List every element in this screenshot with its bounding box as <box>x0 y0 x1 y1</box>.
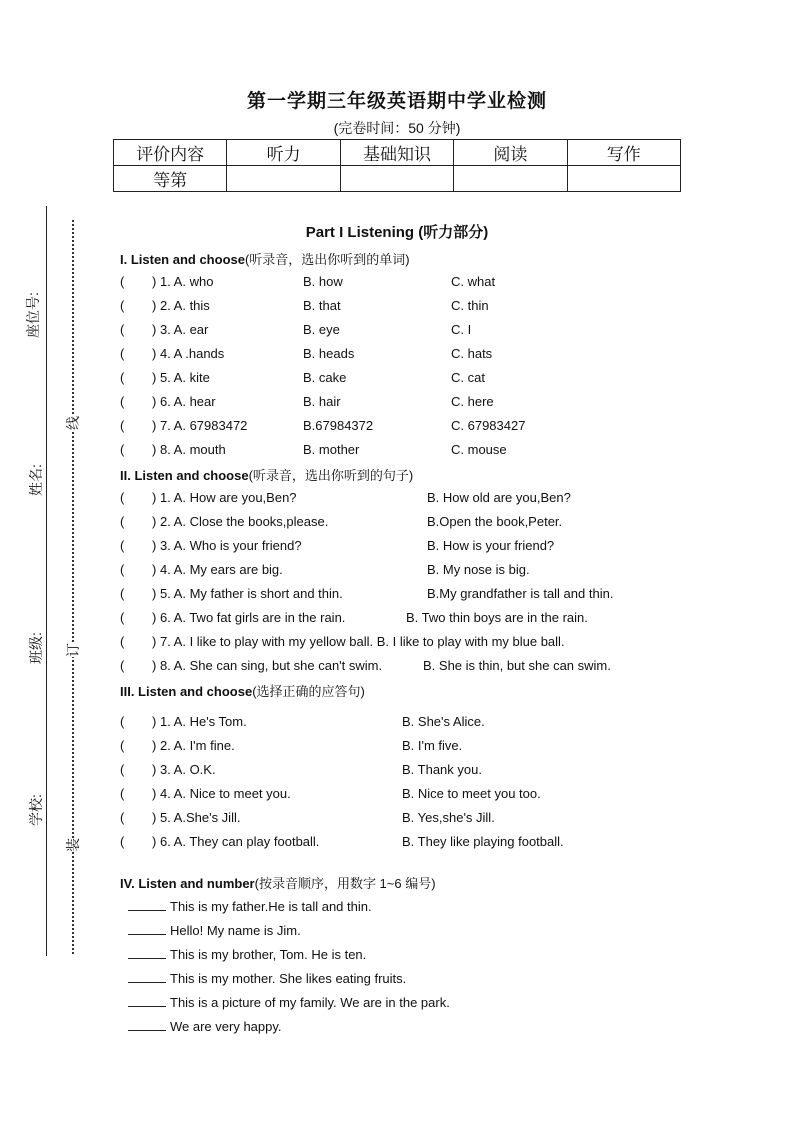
answer-paren[interactable]: ( <box>120 394 125 409</box>
option-b: B. eye <box>303 322 340 337</box>
section-1-title <box>120 249 410 268</box>
sentence-text: This is my father.He is tall and thin. <box>170 899 372 914</box>
option-a: ) 5. A. My father is short and thin. <box>152 586 343 601</box>
option-c: C. here <box>451 394 494 409</box>
table-cell[interactable] <box>567 166 680 192</box>
option-a: ) 6. A. Two fat girls are in the rain. <box>152 610 346 625</box>
answer-paren[interactable]: ( <box>120 562 125 577</box>
section-3-title <box>120 681 365 700</box>
table-row <box>114 140 681 166</box>
sentence-text: This is my mother. She likes eating fruits. <box>170 971 407 986</box>
table-cell[interactable] <box>340 166 453 192</box>
table-row <box>114 166 681 192</box>
section-title-cn: (按录音顺序，用数字 1~6 编号) <box>254 876 436 891</box>
section-2-title <box>120 465 413 484</box>
option-a: ) 7. A. 67983472 <box>152 418 248 433</box>
number-blank[interactable] <box>128 1018 166 1031</box>
number-blank[interactable] <box>128 994 166 1007</box>
option-a: ) 1. A. who <box>152 274 214 289</box>
list-item <box>128 994 450 1010</box>
option-b: B. They like playing football. <box>402 834 564 849</box>
list-item <box>128 898 372 914</box>
name-label: 姓名: <box>27 464 44 496</box>
table-cell[interactable] <box>227 166 340 192</box>
table-cell: 写作 <box>567 140 680 166</box>
answer-paren[interactable]: ( <box>120 810 125 825</box>
option-b: B. How is your friend? <box>427 538 555 553</box>
option-b: B. She's Alice. <box>402 714 485 729</box>
section-title-text: III. Listen and choose <box>120 684 253 699</box>
option-b: B. Two thin boys are in the rain. <box>406 610 588 625</box>
option-b: B. cake <box>303 370 347 385</box>
option-a: ) 8. A. mouth <box>152 442 226 457</box>
option-a: ) 5. A.She's Jill. <box>152 810 241 825</box>
answer-paren[interactable]: ( <box>120 274 125 289</box>
option-a: ) 4. A. My ears are big. <box>152 562 283 577</box>
option-b: B.Open the book,Peter. <box>427 514 563 529</box>
answer-paren[interactable]: ( <box>120 298 125 313</box>
school-label: 学校: <box>27 794 44 826</box>
section-title-text: IV. Listen and number <box>120 876 255 891</box>
part-title: Part I Listening (听力部分) <box>305 224 489 241</box>
answer-paren[interactable]: ( <box>120 442 125 457</box>
binding-mark-staple: 订 <box>65 643 81 657</box>
option-a: ) 2. A. I'm fine. <box>152 738 235 753</box>
answer-paren[interactable]: ( <box>120 322 125 337</box>
binding-mark-line: 线 <box>65 416 81 430</box>
table-cell: 阅读 <box>454 140 567 166</box>
option-b: B. Thank you. <box>402 762 482 777</box>
option-a: ) 3. A. O.K. <box>152 762 216 777</box>
answer-paren[interactable]: ( <box>120 346 125 361</box>
answer-paren[interactable]: ( <box>120 714 125 729</box>
number-blank[interactable] <box>128 946 166 959</box>
option-b: B. Yes,she's Jill. <box>402 810 495 825</box>
list-item <box>128 946 366 962</box>
table-cell: 基础知识 <box>340 140 453 166</box>
list-item <box>128 970 406 986</box>
sentence-text: Hello! My name is Jim. <box>170 923 301 938</box>
answer-paren[interactable]: ( <box>120 658 125 673</box>
option-a: ) 8. A. She can sing, but she can't swim. <box>152 658 383 673</box>
answer-paren[interactable]: ( <box>120 610 125 625</box>
answer-paren[interactable]: ( <box>120 634 125 649</box>
option-b: B. that <box>303 298 341 313</box>
answer-paren[interactable]: ( <box>120 786 125 801</box>
table-cell: 听力 <box>227 140 340 166</box>
number-blank[interactable] <box>128 922 166 935</box>
binding-solid-line <box>46 206 47 956</box>
answer-paren[interactable]: ( <box>120 370 125 385</box>
number-blank[interactable] <box>128 970 166 983</box>
option-b: B. Nice to meet you too. <box>402 786 541 801</box>
option-b: B. hair <box>303 394 341 409</box>
seat-label: 座位号: <box>24 292 41 338</box>
option-a: ) 1. A. How are you,Ben? <box>152 490 297 505</box>
option-b: B. how <box>303 274 343 289</box>
option-a: ) 2. A. Close the books,please. <box>152 514 329 529</box>
answer-paren[interactable]: ( <box>120 586 125 601</box>
answer-paren[interactable]: ( <box>120 738 125 753</box>
binding-mark-bind: 装 <box>65 838 81 852</box>
option-c: C. 67983427 <box>451 418 526 433</box>
section-title-cn: (选择正确的应答句) <box>252 684 365 699</box>
option-a: ) 2. A. this <box>152 298 210 313</box>
sentence-text: This is a picture of my family. We are in the park. <box>170 995 450 1010</box>
option-c: C. I <box>451 322 472 337</box>
section-title-cn: (听录音，选出你听到的单词) <box>244 252 410 267</box>
option-c: C. what <box>451 274 496 289</box>
option-b: B. mother <box>303 442 360 457</box>
option-c: C. mouse <box>451 442 507 457</box>
option-a: ) 1. A. He's Tom. <box>152 714 247 729</box>
option-b: B. How old are you,Ben? <box>427 490 571 505</box>
answer-paren[interactable]: ( <box>120 418 125 433</box>
option-b: B. She is thin, but she can swim. <box>423 658 611 673</box>
section-title-text: II. Listen and choose <box>120 468 249 483</box>
option-b: B. heads <box>303 346 355 361</box>
option-b: B. I'm five. <box>402 738 463 753</box>
section-title-text: I. Listen and choose <box>120 252 245 267</box>
option-a: ) 6. A. They can play football. <box>152 834 320 849</box>
option-c: C. thin <box>451 298 489 313</box>
class-label: 班级: <box>27 632 44 664</box>
option-a: ) 6. A. hear <box>152 394 216 409</box>
answer-paren[interactable]: ( <box>120 762 125 777</box>
answer-paren[interactable]: ( <box>120 490 125 505</box>
section-title-cn: (听录音，选出你听到的句子) <box>248 468 414 483</box>
list-item <box>128 922 301 938</box>
option-b: B.67984372 <box>303 418 374 433</box>
number-blank[interactable] <box>128 898 166 911</box>
table-cell: 等第 <box>114 166 227 192</box>
list-item <box>128 1018 282 1034</box>
option-a: ) 3. A. ear <box>152 322 209 337</box>
option-a: ) 4. A .hands <box>152 346 225 361</box>
table-cell: 评价内容 <box>114 140 227 166</box>
option-a: ) 4. A. Nice to meet you. <box>152 786 291 801</box>
option-a: ) 5. A. kite <box>152 370 210 385</box>
section-4-title <box>120 873 436 892</box>
page-title: 第一学期三年级英语期中学业检测 <box>246 91 547 112</box>
option-c: C. hats <box>451 346 493 361</box>
option-b: B. My nose is big. <box>427 562 530 577</box>
answer-paren[interactable]: ( <box>120 538 125 553</box>
option-c: C. cat <box>451 370 485 385</box>
grade-table <box>113 139 681 192</box>
option-b: B.My grandfather is tall and thin. <box>427 586 614 601</box>
sentence-text: We are very happy. <box>170 1019 282 1034</box>
sentence-text: This is my brother, Tom. He is ten. <box>170 947 367 962</box>
table-cell[interactable] <box>454 166 567 192</box>
option-a: ) 3. A. Who is your friend? <box>152 538 302 553</box>
answer-paren[interactable]: ( <box>120 514 125 529</box>
option-a: ) 7. A. I like to play with my yellow ball. B. I like to play with my blue ball. <box>152 634 565 649</box>
page-subtitle: (完卷时间：50 分钟) <box>333 120 461 136</box>
answer-paren[interactable]: ( <box>120 834 125 849</box>
